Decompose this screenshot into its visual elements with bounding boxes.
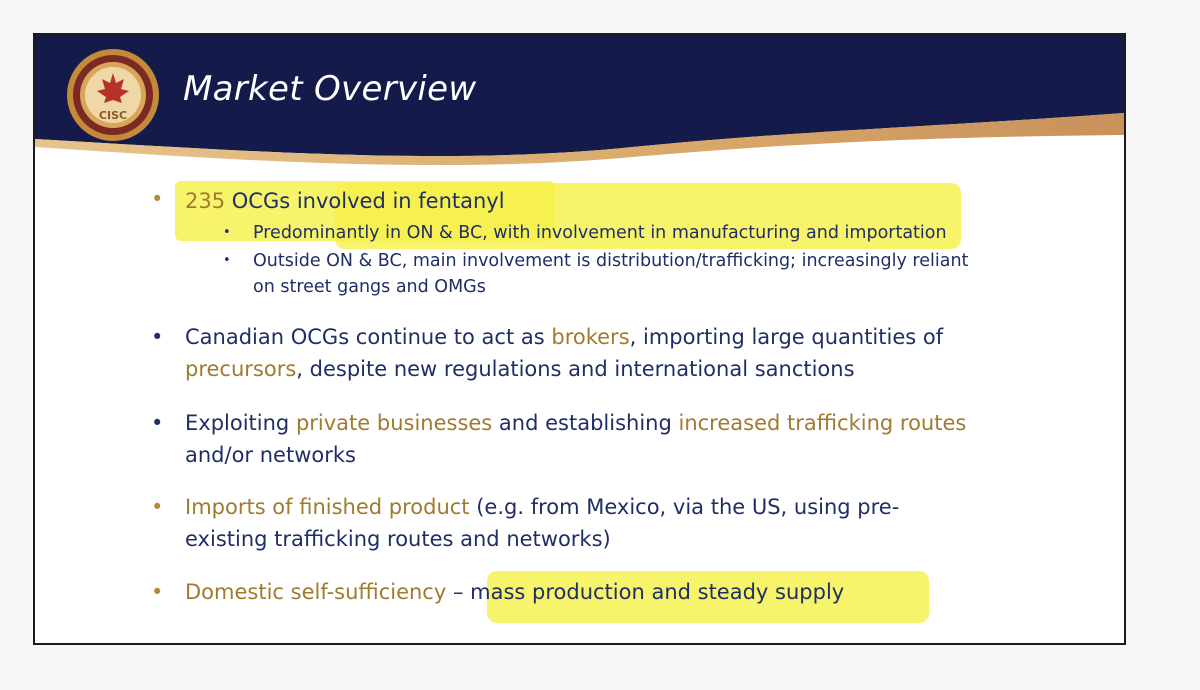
bullet-dot: • bbox=[223, 253, 231, 268]
bullet-text: Imports of finished product (e.g. from Mexico, via the US, using pre-existing trafficking routes and networks) bbox=[185, 495, 900, 551]
bullet-text: Exploiting private businesses and establishing increased trafficking routes and/or networks bbox=[185, 411, 967, 467]
bullet-text: Canadian OCGs continue to act as brokers, importing large quantities of precursors, despite new regulations and international sanctions bbox=[185, 325, 944, 381]
page-title: Market Overview bbox=[183, 69, 477, 109]
slide-content bbox=[35, 35, 1124, 643]
bullet-dot: • bbox=[223, 225, 231, 240]
sub-bullet-text: Outside ON & BC, main involvement is distribution/trafficking; increasingly reliant on street gangs and OMGs bbox=[253, 251, 969, 297]
slide bbox=[33, 33, 1126, 645]
bullet-text: Domestic self-sufficiency – mass production and steady supply bbox=[185, 580, 845, 604]
bullet-dot: • bbox=[151, 495, 164, 519]
bullet-dot: • bbox=[151, 187, 164, 211]
bullet-dot: • bbox=[151, 325, 164, 349]
sub-bullet-text: Predominantly in ON & BC, with involvement in manufacturing and importation bbox=[253, 223, 947, 243]
bullet-dot: • bbox=[151, 411, 164, 435]
bullet-dot: • bbox=[151, 580, 164, 604]
bullet-text: 235 OCGs involved in fentanyl bbox=[185, 189, 505, 213]
svg-text:CISC: CISC bbox=[98, 109, 128, 122]
